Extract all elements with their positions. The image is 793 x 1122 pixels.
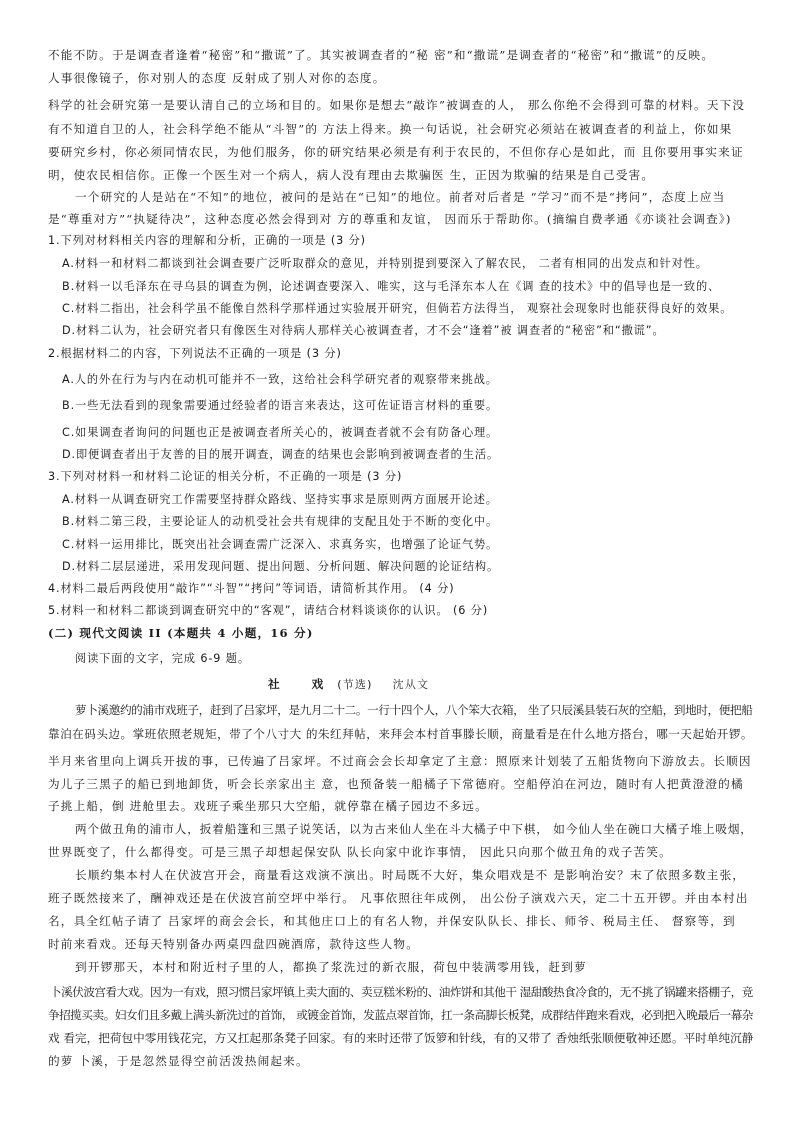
story-subtitle: (节选) [337, 678, 373, 691]
question-3-option-a: A.材料一从调查研究工作需要坚持群众路线、坚持实事求是原则两方面展开论述。 [62, 493, 498, 506]
material-text-line: 科学的社会研究第一是要认清自己的立场和目的。如果你是想去“敲诈”被调查的人， 那么你绝不会得到可靠的材料。天下没 [48, 98, 746, 112]
story-text-line: 戏 看完，把荷包中零用钱花完，方又扛起那条凳子回家。有的来时还带了饭箩和针线，有的又带了 香烛纸张顺便敬神还愿。平时单纯沉静 [48, 1031, 754, 1045]
story-text-line: 两个做丑角的浦市人，扳着船篷和三黑子说笑话，以为古来仙人坐在斗大橘子中下棋， 如今仙人坐在碗口大橘子堆上吸烟， [75, 822, 753, 836]
material-text-line: 是“尊重对方”“执疑待决”，这种态度必然会得到对 方的尊重和友谊， 因而乐于帮助你。(摘编自费孝通《亦谈社会调查》) [48, 212, 732, 226]
story-title: 社 戏 [268, 677, 338, 691]
question-4-stem: 4.材料二最后两段使用“敲诈”“斗智”“拷问”等词语，请简析其作用。 (4 分) [48, 582, 455, 595]
question-1-option-d: D.材料二认为，社会研究者只有像医生对待病人那样关心被调查者，才不会“逢着”被 调查者的“秘密”和“撒谎”。 [62, 324, 665, 337]
story-text-line: 争招揽买卖。妇女们且多戴上满头新洗过的首饰， 或镀金首饰，发蓝点翠首饰，扛一条高脚长板凳，成群结伴跑来看戏，必到把入晚最后一幕杂 [48, 1008, 753, 1022]
story-text-line: 的萝 卜溪，于是忽然显得空前活泼热闹起来。 [48, 1054, 309, 1068]
story-title-line [268, 676, 429, 693]
question-3-option-d: D.材料二层层递进，采用发现问题、提出问题、分析问题、解决问题的论证结构。 [62, 560, 500, 573]
question-1-option-a: A.材料一和材料二都谈到社会调查要广泛听取群众的意见，并特别提到要深入了解农民， 二者有相同的出发点和针对性。 [62, 257, 708, 270]
material-text-line: 不能不防。于是调查者逢着“秘密”和“撒谎”了。其实被调查者的“秘 密”和“撒谎”是调查者的“秘密”和“撒谎”的反映。 [48, 48, 715, 62]
story-text-line: 到开锣那天，本村和附近村子里的人，都换了浆洗过的新衣服，荷包中装满零用钱，赶到萝 [75, 960, 587, 974]
material-text-line: 明，使农民相信你。正像一个医生对一个病人，病人没有理由去欺骗医 生，正因为欺骗的结果是自己受害。 [48, 168, 655, 182]
question-1-option-c: C.材料二指出，社会科学虽不能像自然科学那样通过实验展开研究，但倘若方法得当， 观察社会现象时也能获得良好的效果。 [62, 302, 733, 315]
story-text-line: 名，具全红帖子请了 吕家坪的商会会长，和其他庄口上的有名人物，并保安队队长、排长、师爷、税局主任、 督察等，到 [48, 914, 736, 928]
story-text-line: 时前来看戏。还每天特别备办两桌四盘四碗酒席，款待这些人物。 [48, 937, 420, 951]
question-3-option-c: C.材料一运用排比，既突出社会调查需广泛深入、求真务实，也增强了论证气势。 [62, 538, 499, 551]
question-5-stem: 5.材料一和材料二都谈到调查研究中的“客观”，请结合材料谈谈你的认识。 (6 分) [48, 604, 489, 617]
question-1-stem: 1.下列对材料相关内容的理解和分析，正确的一项是 (3 分) [48, 234, 366, 247]
story-text-line: 长顺约集本村人在伏波宫开会，商量看这戏演不演出。时局既不大好，集众唱戏是不 是影响治安？末了依照多数主张， [75, 868, 746, 882]
material-text-line: 人事很像镜子，你对别人的态度 反射成了别人对你的态度。 [48, 71, 386, 85]
question-2-stem: 2.根据材料二的内容，下列说法不正确的一项是 (3 分) [48, 347, 342, 360]
question-2-option-a: A.人的外在行为与内在动机可能并不一致，这给社会科学研究者的观察带来挑战。 [62, 373, 498, 386]
question-2-option-d: D.即便调查者出于友善的目的展开调查，调查的结果也会影响到被调查者的生活。 [62, 448, 500, 461]
story-text-line: 子挑上船，倒 进舱里去。戏班子乘坐那只大空船，就停靠在橘子园边不多远。 [48, 799, 488, 813]
question-3-stem: 3.下列对材料一和材料二论证的相关分析，不正确的一项是 (3 分) [48, 470, 403, 483]
section-heading: (二) 现代文阅读 II (本题共 4 小题，16 分) [48, 626, 314, 640]
question-2-option-b: B.一些无法看到的现象需要通过经验者的语言来表达，这可佐证语言材料的重要。 [62, 399, 499, 412]
story-text-line: 卜溪伏波宫看大戏。因为一有戏，照习惯吕家坪镇上卖大面的、卖豆糕米粉的、油炸饼和其他干 湿甜酸热食冷食的，无不挑了锅罐来搭棚子，竞 [50, 985, 753, 999]
question-1-option-b: B.材料一以毛泽东在寻乌县的调查为例，论述调查要深入、唯实，这与毛泽东本人在《调 查的技术》中的倡导也是一致的、 [62, 280, 721, 293]
section-instruction: 阅读下面的文字，完成 6-9 题。 [75, 652, 250, 665]
material-text-line: 有不知道自卫的人，社会科学绝不能从“斗智”的 方法上得来。换一句话说，社会研究必须站在被调查者的利益上，你如果 [48, 122, 733, 136]
story-text-line: 半月来省里向上调兵开拔的事，已传遍了吕家坪。不过商会会长却拿定了主意：照原来计划装了五船货物向下游放去。长顺因 [48, 754, 752, 768]
story-text-line: 世界既变了，什么都得变。可是三黑子却想起保安队 队长向家中讹诈事情， 因此只向那个做丑角的戏子苦笑。 [48, 845, 672, 859]
story-author: 沈从文 [392, 678, 430, 691]
question-3-option-b: B.材料二第三段，主要论证人的动机受社会共有规律的支配且处于不断的变化中。 [62, 515, 499, 528]
story-text-line: 为儿子三黑子的船已到地卸货，听会长亲家出主 意，也预备装一船橘子下常德府。空船停泊在河边，随时有人把黄澄澄的橘 [48, 777, 744, 791]
story-text-line: 靠泊在码头边。掌班依照老规矩，带了个八寸大 的朱红拜帖，来拜会本村首事滕长顺，商量看是在什么地方搭台，哪一天起始开锣。 [48, 727, 753, 741]
story-text-line: 萝卜溪邀约的浦市戏班子，赶到了吕家坪，是九月二十二。一行十四个人，八个笨大衣箱， 坐了只辰溪县装石灰的空船，到地时，便把船 [75, 703, 753, 717]
material-text-line: 一个研究的人是站在“不知”的地位，被问的是站在“已知”的地位。前者对后者是 “学习”而不是“拷问”，态度上应当 [75, 190, 726, 204]
material-text-line: 要研究乡村，你必须同情农民，为他们服务，你的研究结果必须是有利于农民的，不但你存心是如此，而 且你要用事实来证 [48, 145, 744, 159]
question-2-option-c: C.如果调查者询问的问题也正是被调查者所关心的，被调查者就不会有防备心理。 [62, 426, 499, 439]
story-text-line: 班子既然接来了，酬神戏还是在伏波宫前空坪中举行。 凡事依照往年成例， 出公份子演戏六天，定二十五开锣。并由本村出 [48, 891, 749, 905]
